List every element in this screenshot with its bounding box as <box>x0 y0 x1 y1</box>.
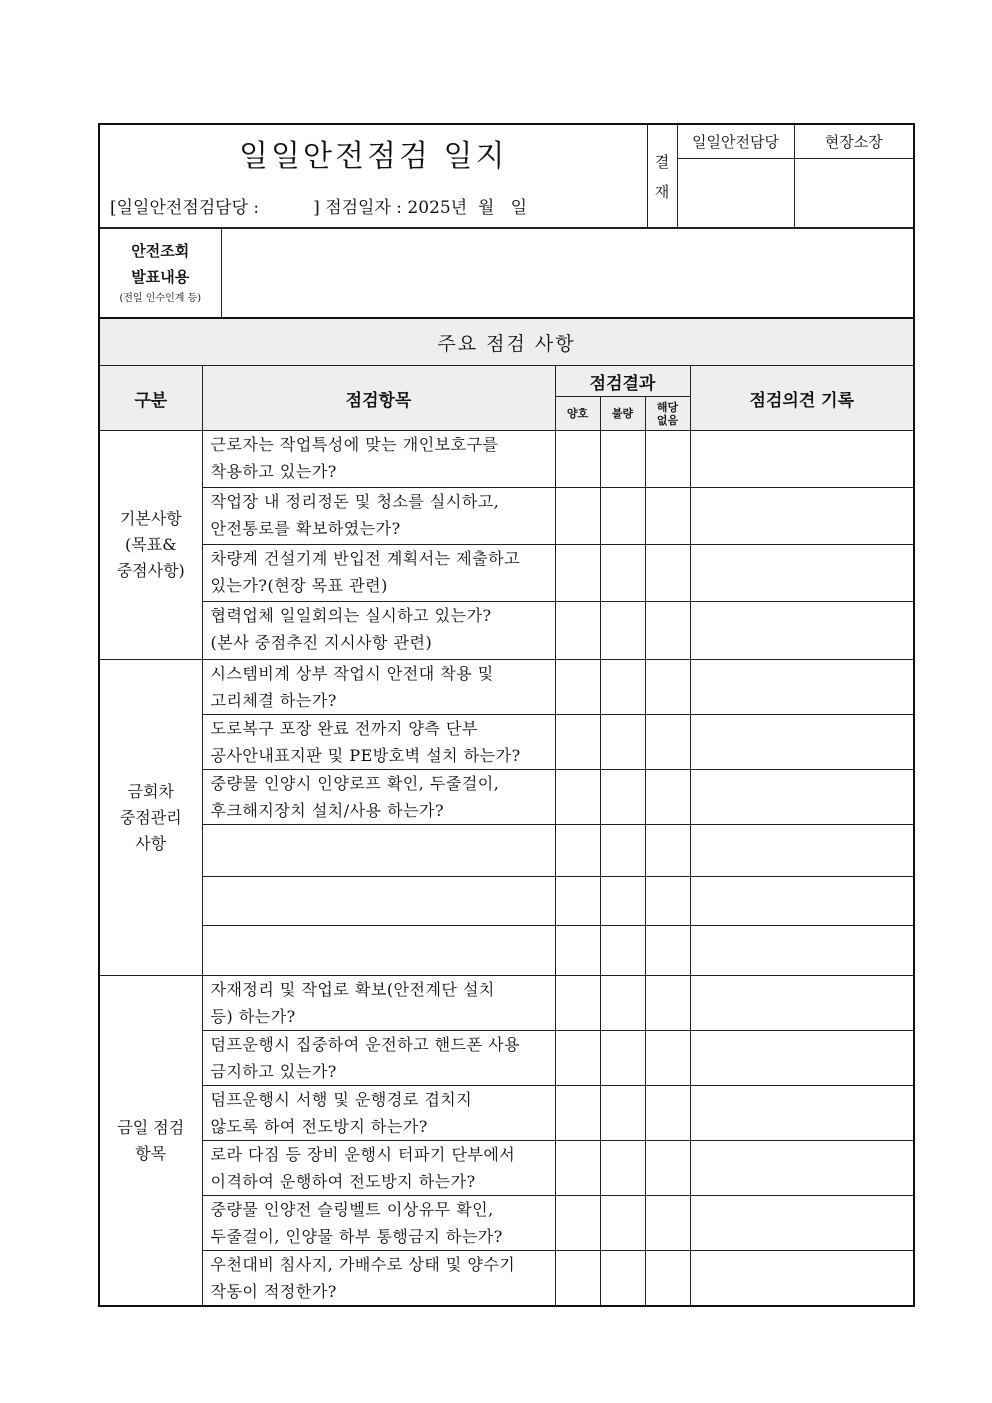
inspection-item <box>202 431 555 488</box>
table-row <box>99 1031 914 1086</box>
result-na-cell[interactable] <box>645 1196 690 1251</box>
opinion-cell[interactable] <box>690 1086 914 1141</box>
opinion-cell[interactable] <box>690 488 914 545</box>
result-na-cell[interactable] <box>645 976 690 1031</box>
result-na-cell[interactable] <box>645 1031 690 1086</box>
result-na-cell[interactable] <box>645 770 690 825</box>
approver-1-signature[interactable] <box>677 159 794 229</box>
opinion-cell[interactable] <box>690 825 914 877</box>
section-title: 주요 점검 사항 <box>99 318 914 366</box>
inspection-item-line: 차량계 건설기계 반입전 계획서는 제출하고 <box>210 549 521 568</box>
inspection-item-line: 도로복구 포장 완료 전까지 양측 단부 <box>210 719 478 738</box>
result-bad-cell[interactable] <box>600 431 645 488</box>
table-row <box>99 545 914 602</box>
inspection-item-line: (본사 중점추진 지시사항 관련) <box>210 633 433 652</box>
approval-char-1: 결 <box>654 152 670 171</box>
category-label-line: (목표& <box>125 535 177 554</box>
inspection-item-line: 중량물 인양전 슬링벨트 이상유무 확인, <box>210 1200 494 1219</box>
inspection-item-line: 시스템비계 상부 작업시 안전대 착용 및 <box>210 664 494 683</box>
inspection-item <box>202 1031 555 1086</box>
col-opinion-header <box>690 366 914 431</box>
result-good-cell[interactable] <box>555 1031 600 1086</box>
table-row <box>99 431 914 488</box>
opinion-cell[interactable] <box>690 715 914 770</box>
result-na-cell[interactable] <box>645 488 690 545</box>
category-label-line: 중점관리 <box>119 807 182 827</box>
approver-1-label: 일일안전담당 <box>677 124 794 159</box>
table-row <box>99 1086 914 1141</box>
result-good-cell[interactable] <box>555 488 600 545</box>
opinion-cell[interactable] <box>690 431 914 488</box>
inspection-item-line: 로라 다짐 등 장비 운행시 터파기 단부에서 <box>210 1145 516 1164</box>
inspection-item <box>202 1141 555 1196</box>
category-label-line: 금일 점검 <box>117 1117 185 1137</box>
col-good-header: 양호 <box>555 397 600 431</box>
approver-2-label: 현장소장 <box>794 124 914 159</box>
result-good-cell[interactable] <box>555 431 600 488</box>
inspection-item-line: 근로자는 작업특성에 맞는 개인보호구를 <box>210 435 499 454</box>
result-bad-cell[interactable] <box>600 545 645 602</box>
result-bad-cell[interactable] <box>600 660 645 715</box>
col-na-line2: 없음 <box>656 413 679 427</box>
header-table <box>98 123 915 229</box>
briefing-table <box>98 227 915 318</box>
inspection-item-line: 고리체결 하는가? <box>210 691 337 710</box>
inspection-item-line: 착용하고 있는가? <box>210 462 337 481</box>
inspection-item-line: 이격하여 운행하여 전도방지 하는가? <box>210 1172 476 1191</box>
inspection-item-line: 작동이 적정한가? <box>210 1282 337 1301</box>
inspection-item-line: 두줄걸이, 인양물 하부 통행금지 하는가? <box>210 1227 503 1246</box>
inspection-item-line: 공사안내표지판 및 PE방호벽 설치 하는가? <box>210 746 521 765</box>
result-bad-cell[interactable] <box>600 877 645 926</box>
category-label-line: 항목 <box>135 1143 167 1163</box>
category-cell <box>99 431 202 660</box>
result-bad-cell[interactable] <box>600 770 645 825</box>
result-good-cell[interactable] <box>555 1141 600 1196</box>
result-bad-cell[interactable] <box>600 715 645 770</box>
inspection-item-line: 자재정리 및 작업로 확보(안전계단 설치 <box>210 980 495 999</box>
result-good-cell[interactable] <box>555 1196 600 1251</box>
result-bad-cell[interactable] <box>600 602 645 660</box>
result-bad-cell[interactable] <box>600 1196 645 1251</box>
category-label-line: 금회차 <box>127 781 174 801</box>
result-na-cell[interactable] <box>645 545 690 602</box>
col-na-header <box>645 397 690 431</box>
inspection-item-line: 덤프운행시 집중하여 운전하고 핸드폰 사용 <box>210 1035 521 1054</box>
result-bad-cell[interactable] <box>600 1141 645 1196</box>
category-label-line: 기본사항 <box>119 509 182 528</box>
result-na-cell[interactable] <box>645 715 690 770</box>
result-na-cell[interactable] <box>645 602 690 660</box>
result-na-cell[interactable] <box>645 877 690 926</box>
col-na-line1: 해당 <box>656 400 679 414</box>
approval-char-2: 재 <box>654 182 670 201</box>
opinion-cell[interactable] <box>690 976 914 1031</box>
category-cell <box>99 976 202 1307</box>
result-na-cell[interactable] <box>645 1086 690 1141</box>
table-row <box>99 1196 914 1251</box>
col-category-label: 구분 <box>134 390 168 411</box>
opinion-cell[interactable] <box>690 1196 914 1251</box>
result-good-cell[interactable] <box>555 877 600 926</box>
inspection-item <box>202 660 555 715</box>
page-title: 일일안전점검 일지 <box>239 139 508 174</box>
category-label-line: 사항 <box>135 833 167 853</box>
result-good-cell[interactable] <box>555 926 600 976</box>
table-row <box>99 770 914 825</box>
briefing-label <box>99 228 221 318</box>
table-row <box>99 660 914 715</box>
result-bad-cell[interactable] <box>600 926 645 976</box>
inspection-item-line: 않도록 하여 전도방지 하는가? <box>210 1117 428 1136</box>
result-bad-cell[interactable] <box>600 1086 645 1141</box>
table-row <box>99 602 914 660</box>
col-item-label: 점검항목 <box>345 390 412 411</box>
result-good-cell[interactable] <box>555 715 600 770</box>
inspection-item-line: 작업장 내 정리정돈 및 청소를 실시하고, <box>210 492 500 511</box>
opinion-cell[interactable] <box>690 1141 914 1196</box>
col-item-header <box>202 366 555 431</box>
inspection-table <box>98 317 915 1307</box>
table-row <box>99 1141 914 1196</box>
result-na-cell[interactable] <box>645 926 690 976</box>
inspection-item <box>202 1086 555 1141</box>
category-cell <box>99 660 202 976</box>
inspection-item-line: 중량물 인양시 인양로프 확인, 두줄걸이, <box>210 774 500 793</box>
result-na-cell[interactable] <box>645 431 690 488</box>
briefing-label-note: (전일 인수인계 등) <box>119 292 202 304</box>
opinion-cell[interactable] <box>690 770 914 825</box>
result-bad-cell[interactable] <box>600 825 645 877</box>
inspection-item <box>202 877 555 926</box>
inspection-item <box>202 545 555 602</box>
col-result-header <box>555 366 690 397</box>
inspection-item <box>202 1251 555 1307</box>
opinion-cell[interactable] <box>690 926 914 976</box>
inspection-item-line: 안전통로를 확보하였는가? <box>210 519 401 538</box>
result-na-cell[interactable] <box>645 1141 690 1196</box>
opinion-cell[interactable] <box>690 1251 914 1307</box>
briefing-label-line2: 발표내용 <box>131 267 190 286</box>
inspection-item-line: 덤프운행시 서행 및 운행경로 겹치지 <box>210 1090 473 1109</box>
result-bad-cell[interactable] <box>600 1251 645 1307</box>
col-bad-header: 불량 <box>600 397 645 431</box>
result-bad-cell[interactable] <box>600 1031 645 1086</box>
result-na-cell[interactable] <box>645 660 690 715</box>
result-good-cell[interactable] <box>555 545 600 602</box>
inspection-info-line: [일일안전점검담당 : ] 점검일자 : 2025년 월 일 <box>110 198 527 218</box>
result-good-cell[interactable] <box>555 1086 600 1141</box>
result-good-cell[interactable] <box>555 660 600 715</box>
inspection-item <box>202 602 555 660</box>
inspection-item-line: 후크해지장치 설치/사용 하는가? <box>210 801 445 820</box>
briefing-label-line1: 안전조회 <box>131 241 190 260</box>
inspection-item-line: 등) 하는가? <box>210 1007 296 1026</box>
inspection-item-line: 있는가?(현장 목표 관련) <box>210 576 388 595</box>
result-good-cell[interactable] <box>555 976 600 1031</box>
result-good-cell[interactable] <box>555 825 600 877</box>
category-label-line: 중점사항) <box>116 561 185 580</box>
col-opinion-label: 점검의견 기록 <box>749 390 854 411</box>
inspection-item-line: 금지하고 있는가? <box>210 1062 337 1081</box>
table-row <box>99 488 914 545</box>
opinion-cell[interactable] <box>690 660 914 715</box>
col-category-header <box>99 366 202 431</box>
opinion-cell[interactable] <box>690 602 914 660</box>
briefing-content[interactable] <box>221 228 914 318</box>
approval-label <box>647 124 677 229</box>
table-row <box>99 715 914 770</box>
inspection-item <box>202 825 555 877</box>
opinion-cell[interactable] <box>690 877 914 926</box>
inspection-item <box>202 1196 555 1251</box>
inspection-item <box>202 770 555 825</box>
result-good-cell[interactable] <box>555 602 600 660</box>
inspection-item <box>202 488 555 545</box>
opinion-cell[interactable] <box>690 545 914 602</box>
table-row <box>99 1251 914 1307</box>
opinion-cell[interactable] <box>690 1031 914 1086</box>
table-row <box>99 976 914 1031</box>
approver-2-signature[interactable] <box>794 159 914 229</box>
inspection-item <box>202 926 555 976</box>
inspection-item-line: 협력업체 일일회의는 실시하고 있는가? <box>210 606 492 625</box>
result-na-cell[interactable] <box>645 1251 690 1307</box>
result-good-cell[interactable] <box>555 1251 600 1307</box>
result-na-cell[interactable] <box>645 825 690 877</box>
title-cell <box>99 124 647 229</box>
inspection-item <box>202 976 555 1031</box>
col-result-label: 점검결과 <box>589 373 656 394</box>
inspection-item-line: 우천대비 침사지, 가배수로 상태 및 양수기 <box>210 1255 516 1274</box>
result-bad-cell[interactable] <box>600 976 645 1031</box>
result-bad-cell[interactable] <box>600 488 645 545</box>
inspection-item <box>202 715 555 770</box>
table-row <box>99 926 914 976</box>
table-row <box>99 877 914 926</box>
table-row <box>99 825 914 877</box>
result-good-cell[interactable] <box>555 770 600 825</box>
